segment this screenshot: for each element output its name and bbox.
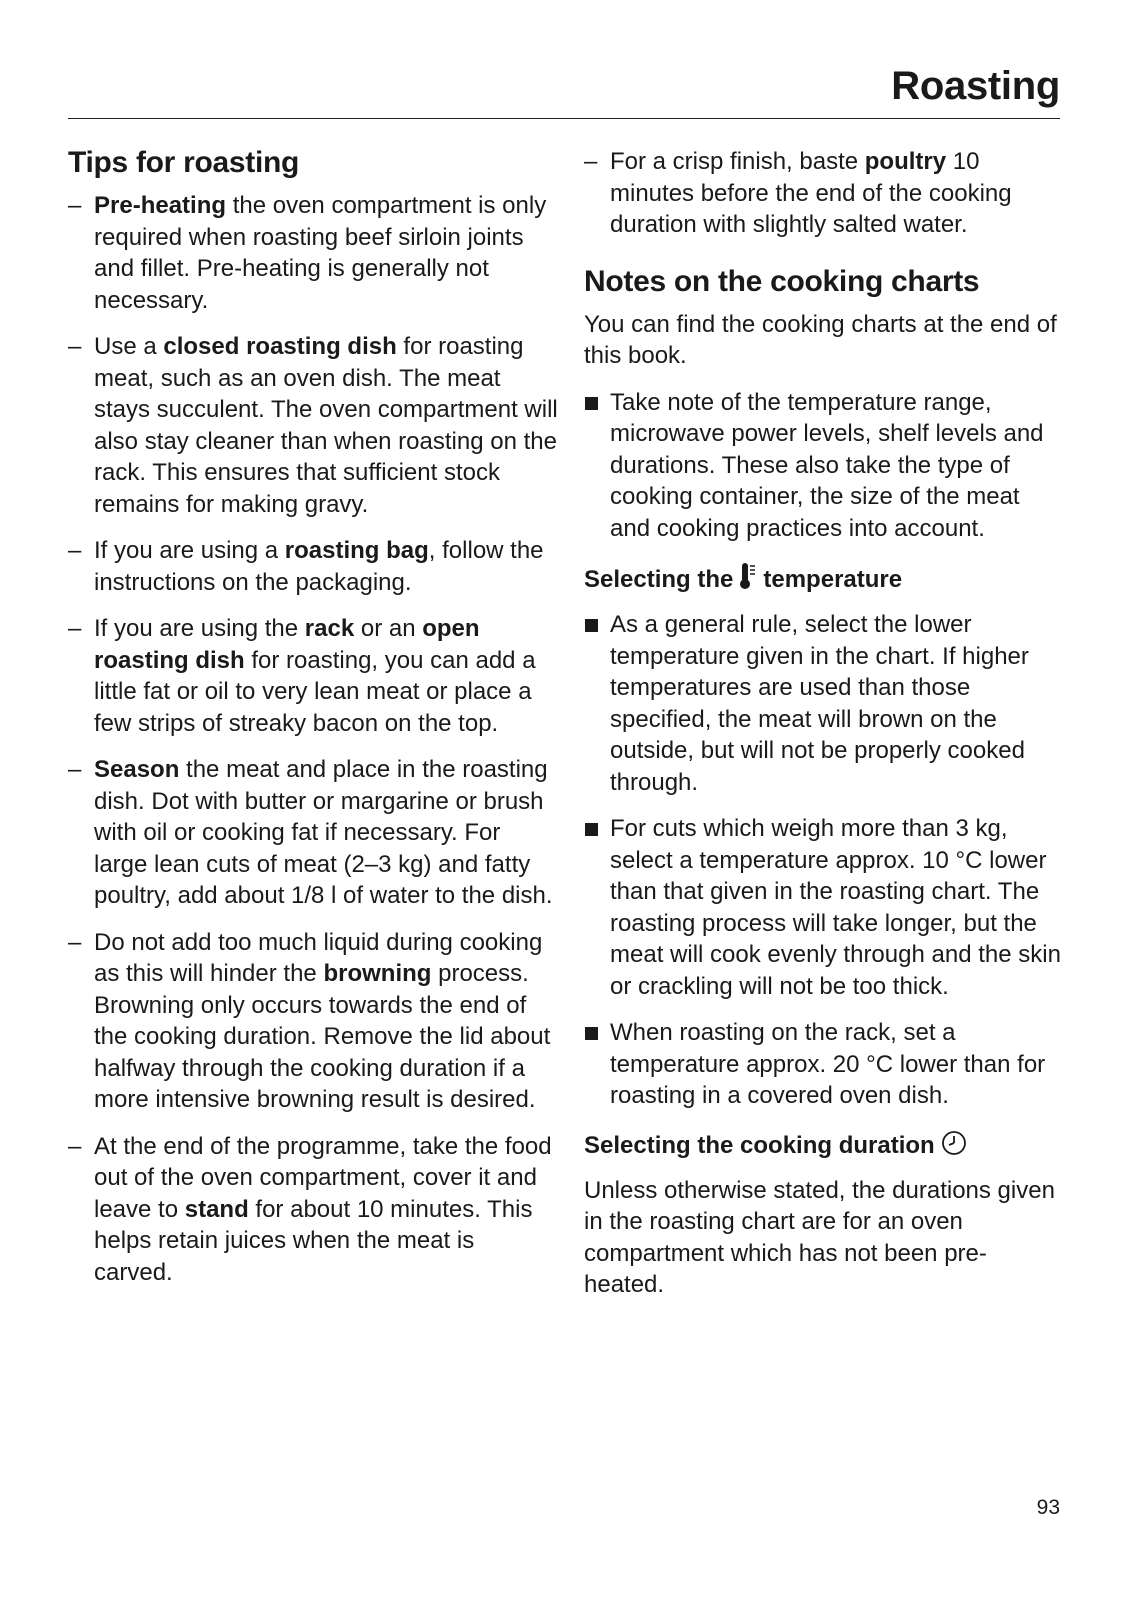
bold-term: poultry bbox=[864, 148, 947, 175]
bold-term: Pre-heating bbox=[94, 192, 227, 219]
duration-heading-text: Selecting the cooking duration bbox=[584, 1132, 935, 1159]
text-run: Do not add too much liquid during cooking as this will hinder the bbox=[94, 928, 543, 987]
square-bullet bbox=[585, 397, 598, 410]
text-run: the meat and place in the roasting dish. Dot with butter or margarine or brush with oil or cooking fat if necessary. For large lean cuts of meat (2–3 kg) and fatty poultry, add about 1/8 l of water to the dish. bbox=[94, 756, 553, 909]
bold-term: rack bbox=[304, 615, 355, 642]
dash-bullet: – bbox=[68, 1132, 82, 1160]
dash-bullet: – bbox=[68, 192, 82, 219]
bold-term: browning bbox=[323, 960, 432, 987]
dash-bullet: – bbox=[68, 615, 82, 642]
text-run: 10 minutes before the end of the cooking duration with slightly salted water. bbox=[610, 148, 1012, 238]
bold-term: open roasting dish bbox=[94, 615, 480, 674]
bold-term: roasting bag bbox=[284, 537, 429, 564]
bullet-text: Take note of the temperature range, microwave power levels, shelf levels and durations. These also take the type of cooking container, the size of the meat and cooking practices into account. bbox=[610, 388, 1044, 542]
page-number: 93 bbox=[1036, 1496, 1060, 1519]
square-bullet bbox=[585, 619, 598, 632]
left-column bbox=[68, 146, 558, 1303]
page-title: Roasting bbox=[891, 64, 1060, 108]
bullet-text: When roasting on the rack, set a temperature approx. 20 °C lower than for roasting in a covered oven dish. bbox=[610, 1019, 1046, 1109]
temperature-heading-before: Selecting the bbox=[584, 565, 734, 593]
bullet-text: As a general rule, select the lower temperature given in the chart. If higher temperatures are used than those specified, the meat will brown on the outside, but will not be properly cooked through. bbox=[610, 611, 1029, 796]
text-run: Use a bbox=[94, 333, 164, 360]
tip-poultry bbox=[584, 146, 1062, 241]
tip-item bbox=[68, 331, 558, 520]
text-run: for roasting meat, such as an oven dish. The meat stays succulent. The oven compartment will also stay cleaner than when roasting on the rack. This ensures that sufficient stock remains for making gravy. bbox=[94, 333, 558, 518]
square-bullet bbox=[585, 823, 598, 836]
tip-item bbox=[68, 1131, 558, 1289]
text-run: At the end of the programme, take the food out of the oven compartment, cover it and leave to bbox=[94, 1132, 552, 1223]
tip-item bbox=[68, 535, 558, 598]
tip-item bbox=[68, 613, 558, 739]
bold-term: closed roasting dish bbox=[163, 333, 397, 360]
dash-bullet: – bbox=[584, 148, 598, 175]
text-run: For a crisp finish, baste bbox=[610, 148, 865, 175]
duration-heading bbox=[584, 1130, 1062, 1163]
tips-heading: Tips for roasting bbox=[68, 146, 300, 179]
text-run: process. Browning only occurs towards the end of the cooking duration. Remove the lid about halfway through the cooking duration if a more intensive browning result is desired. bbox=[94, 960, 551, 1113]
bullet-item bbox=[584, 1017, 1062, 1112]
temperature-list bbox=[584, 609, 1062, 1112]
right-column bbox=[584, 146, 1062, 1316]
bullet-item bbox=[584, 813, 1062, 1002]
bullet-text: For cuts which weigh more than 3 kg, select a temperature approx. 10 °C lower than that given in the roasting chart. The roasting process will take longer, but the meat will cook evenly through and the skin or crackling will not be too thick. bbox=[610, 815, 1061, 1000]
bullet-item bbox=[584, 609, 1062, 798]
bold-term: stand bbox=[184, 1195, 249, 1223]
square-bullet bbox=[585, 1027, 598, 1040]
thermometer-icon bbox=[739, 562, 757, 597]
tips-list bbox=[68, 190, 558, 1288]
text-run: , follow the instructions on the packaging. bbox=[94, 537, 544, 596]
temperature-heading-after: temperature bbox=[763, 565, 903, 593]
notes-heading: Notes on the cooking charts bbox=[584, 264, 980, 298]
text-run: If you are using the bbox=[94, 615, 305, 642]
dash-bullet: – bbox=[68, 537, 82, 564]
temperature-heading bbox=[584, 562, 1062, 597]
text-run: for about 10 minutes. This helps retain juices when the meat is carved. bbox=[94, 1195, 533, 1286]
text-run: the oven compartment is only required when roasting beef sirloin joints and fillet. Pre-heating is generally not necessary. bbox=[94, 192, 547, 314]
page-header bbox=[68, 58, 1060, 119]
notes-intro: You can find the cooking charts at the end of this book. bbox=[584, 310, 1057, 369]
tip-item bbox=[68, 927, 558, 1116]
notes-list bbox=[584, 387, 1062, 545]
dash-bullet: – bbox=[68, 928, 82, 956]
duration-text: Unless otherwise stated, the durations given in the roasting chart are for an oven compartment which has not been pre-heated. bbox=[584, 1176, 1055, 1298]
text-run: If you are using a bbox=[94, 537, 285, 564]
tip-item bbox=[68, 754, 558, 912]
dash-bullet: – bbox=[68, 756, 82, 783]
clock-icon bbox=[941, 1130, 967, 1163]
dash-bullet: – bbox=[68, 333, 82, 360]
text-run: for roasting, you can add a little fat or oil to very lean meat or place a few strips of streaky bacon on the top. bbox=[94, 646, 536, 737]
bullet-item bbox=[584, 387, 1062, 545]
bold-term: Season bbox=[94, 756, 180, 783]
text-run: or an bbox=[354, 615, 423, 642]
tip-item bbox=[68, 190, 558, 316]
